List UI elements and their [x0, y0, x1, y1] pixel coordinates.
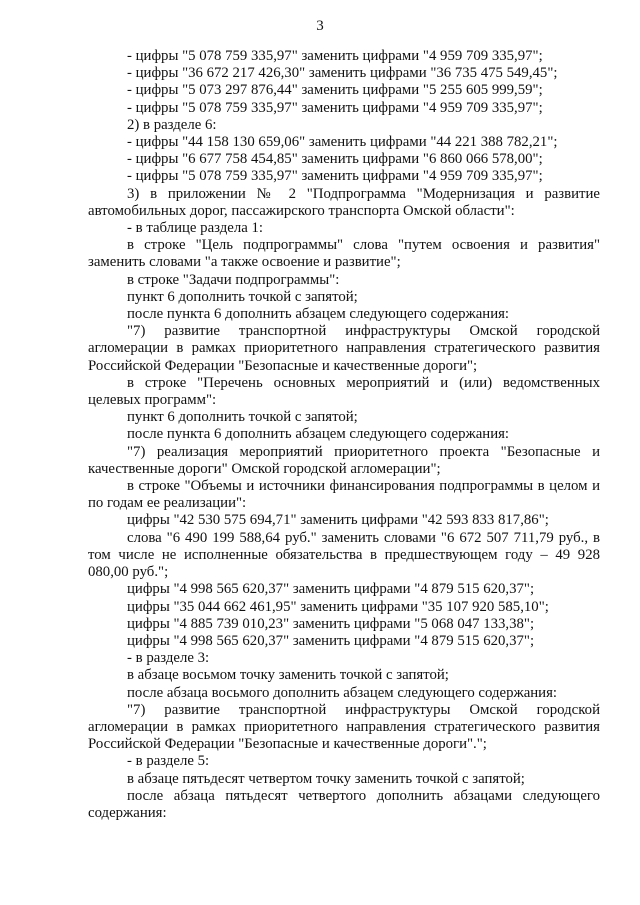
document-paragraph: - в разделе 3:	[127, 650, 210, 667]
document-paragraph: "7) реализация мероприятий приоритетного проекта "Безопасные и качественные дороги" Омской городской агломерации";	[88, 443, 600, 477]
document-body	[88, 48, 600, 822]
document-paragraph: в строке "Цель подпрограммы" слова "путем освоения и развития" заменить словами "а также освоение и развитие";	[88, 237, 600, 271]
document-paragraph: в абзаце восьмом точку заменить точкой с запятой;	[127, 667, 449, 684]
document-paragraph: "7) развитие транспортной инфраструктуры Омской городской агломерации в рамках приоритетного направления стратегического развития Российской Федерации "Безопасные и качественные дороги";	[88, 323, 600, 374]
document-paragraph: - цифры "5 078 759 335,97" заменить цифрами "4 959 709 335,97";	[127, 48, 543, 64]
document-paragraph: цифры "4 885 739 010,23" заменить цифрами "5 068 047 133,38";	[127, 615, 535, 632]
document-paragraph: в абзаце пятьдесят четвертом точку заменить точкой с запятой;	[127, 770, 525, 787]
document-paragraph: "7) развитие транспортной инфраструктуры Омской городской агломерации в рамках приоритетного направления стратегического развития Российской Федерации "Безопасные и качественные дороги".";	[88, 701, 600, 753]
document-paragraph: - цифры "44 158 130 659,06" заменить цифрами "44 221 388 782,21";	[127, 134, 558, 151]
document-paragraph: слова "6 490 199 588,64 руб." заменить словами "6 672 507 711,79 руб., в том числе не исполненные обязательства в предшествующем году – 49 928 080,00 руб.";	[88, 529, 600, 581]
document-paragraph: пункт 6 дополнить точкой с запятой;	[127, 409, 358, 426]
document-paragraph: - в разделе 5:	[127, 753, 210, 770]
page-number: 3	[316, 18, 324, 34]
document-paragraph: после пункта 6 дополнить абзацем следующего содержания:	[127, 306, 510, 323]
document-paragraph: пункт 6 дополнить точкой с запятой;	[127, 288, 358, 305]
document-paragraph: цифры "42 530 575 694,71" заменить цифрами "42 593 833 817,86";	[127, 512, 549, 529]
document-paragraph: после пункта 6 дополнить абзацем следующего содержания:	[127, 426, 510, 443]
document-paragraph: 2) в разделе 6:	[127, 116, 217, 133]
document-paragraph: после абзаца восьмого дополнить абзацем следующего содержания:	[127, 684, 558, 701]
document-paragraph: в строке "Перечень основных мероприятий и (или) ведомственных целевых программ":	[88, 374, 600, 409]
document-paragraph: - цифры "6 677 758 454,85" заменить цифрами "6 860 066 578,00";	[127, 151, 543, 168]
document-paragraph: после абзаца пятьдесят четвертого дополнить абзацами следующего содержания:	[88, 787, 600, 821]
document-paragraph: - цифры "5 078 759 335,97" заменить цифрами "4 959 709 335,97";	[127, 168, 543, 185]
document-paragraph: - в таблице раздела 1:	[127, 220, 263, 237]
document-paragraph: в строке "Объемы и источники финансирования подпрограммы в целом и по годам ее реализации":	[88, 478, 600, 512]
document-paragraph: - цифры "5 078 759 335,97" заменить цифрами "4 959 709 335,97";	[127, 99, 543, 116]
document-paragraph: в строке "Задачи подпрограммы":	[127, 271, 340, 288]
document-paragraph: 3) в приложении № 2 "Подпрограмма "Модернизация и развитие автомобильных дорог, пассажирского транспорта Омской области":	[88, 185, 600, 219]
document-paragraph: - цифры "36 672 217 426,30" заменить цифрами "36 735 475 549,45";	[127, 65, 558, 82]
document-paragraph: цифры "35 044 662 461,95" заменить цифрами "35 107 920 585,10";	[127, 598, 549, 615]
document-paragraph: цифры "4 998 565 620,37" заменить цифрами "4 879 515 620,37";	[127, 581, 535, 598]
document-paragraph: - цифры "5 073 297 876,44" заменить цифрами "5 255 605 999,59";	[127, 82, 543, 99]
document-paragraph: цифры "4 998 565 620,37" заменить цифрами "4 879 515 620,37";	[127, 632, 535, 649]
